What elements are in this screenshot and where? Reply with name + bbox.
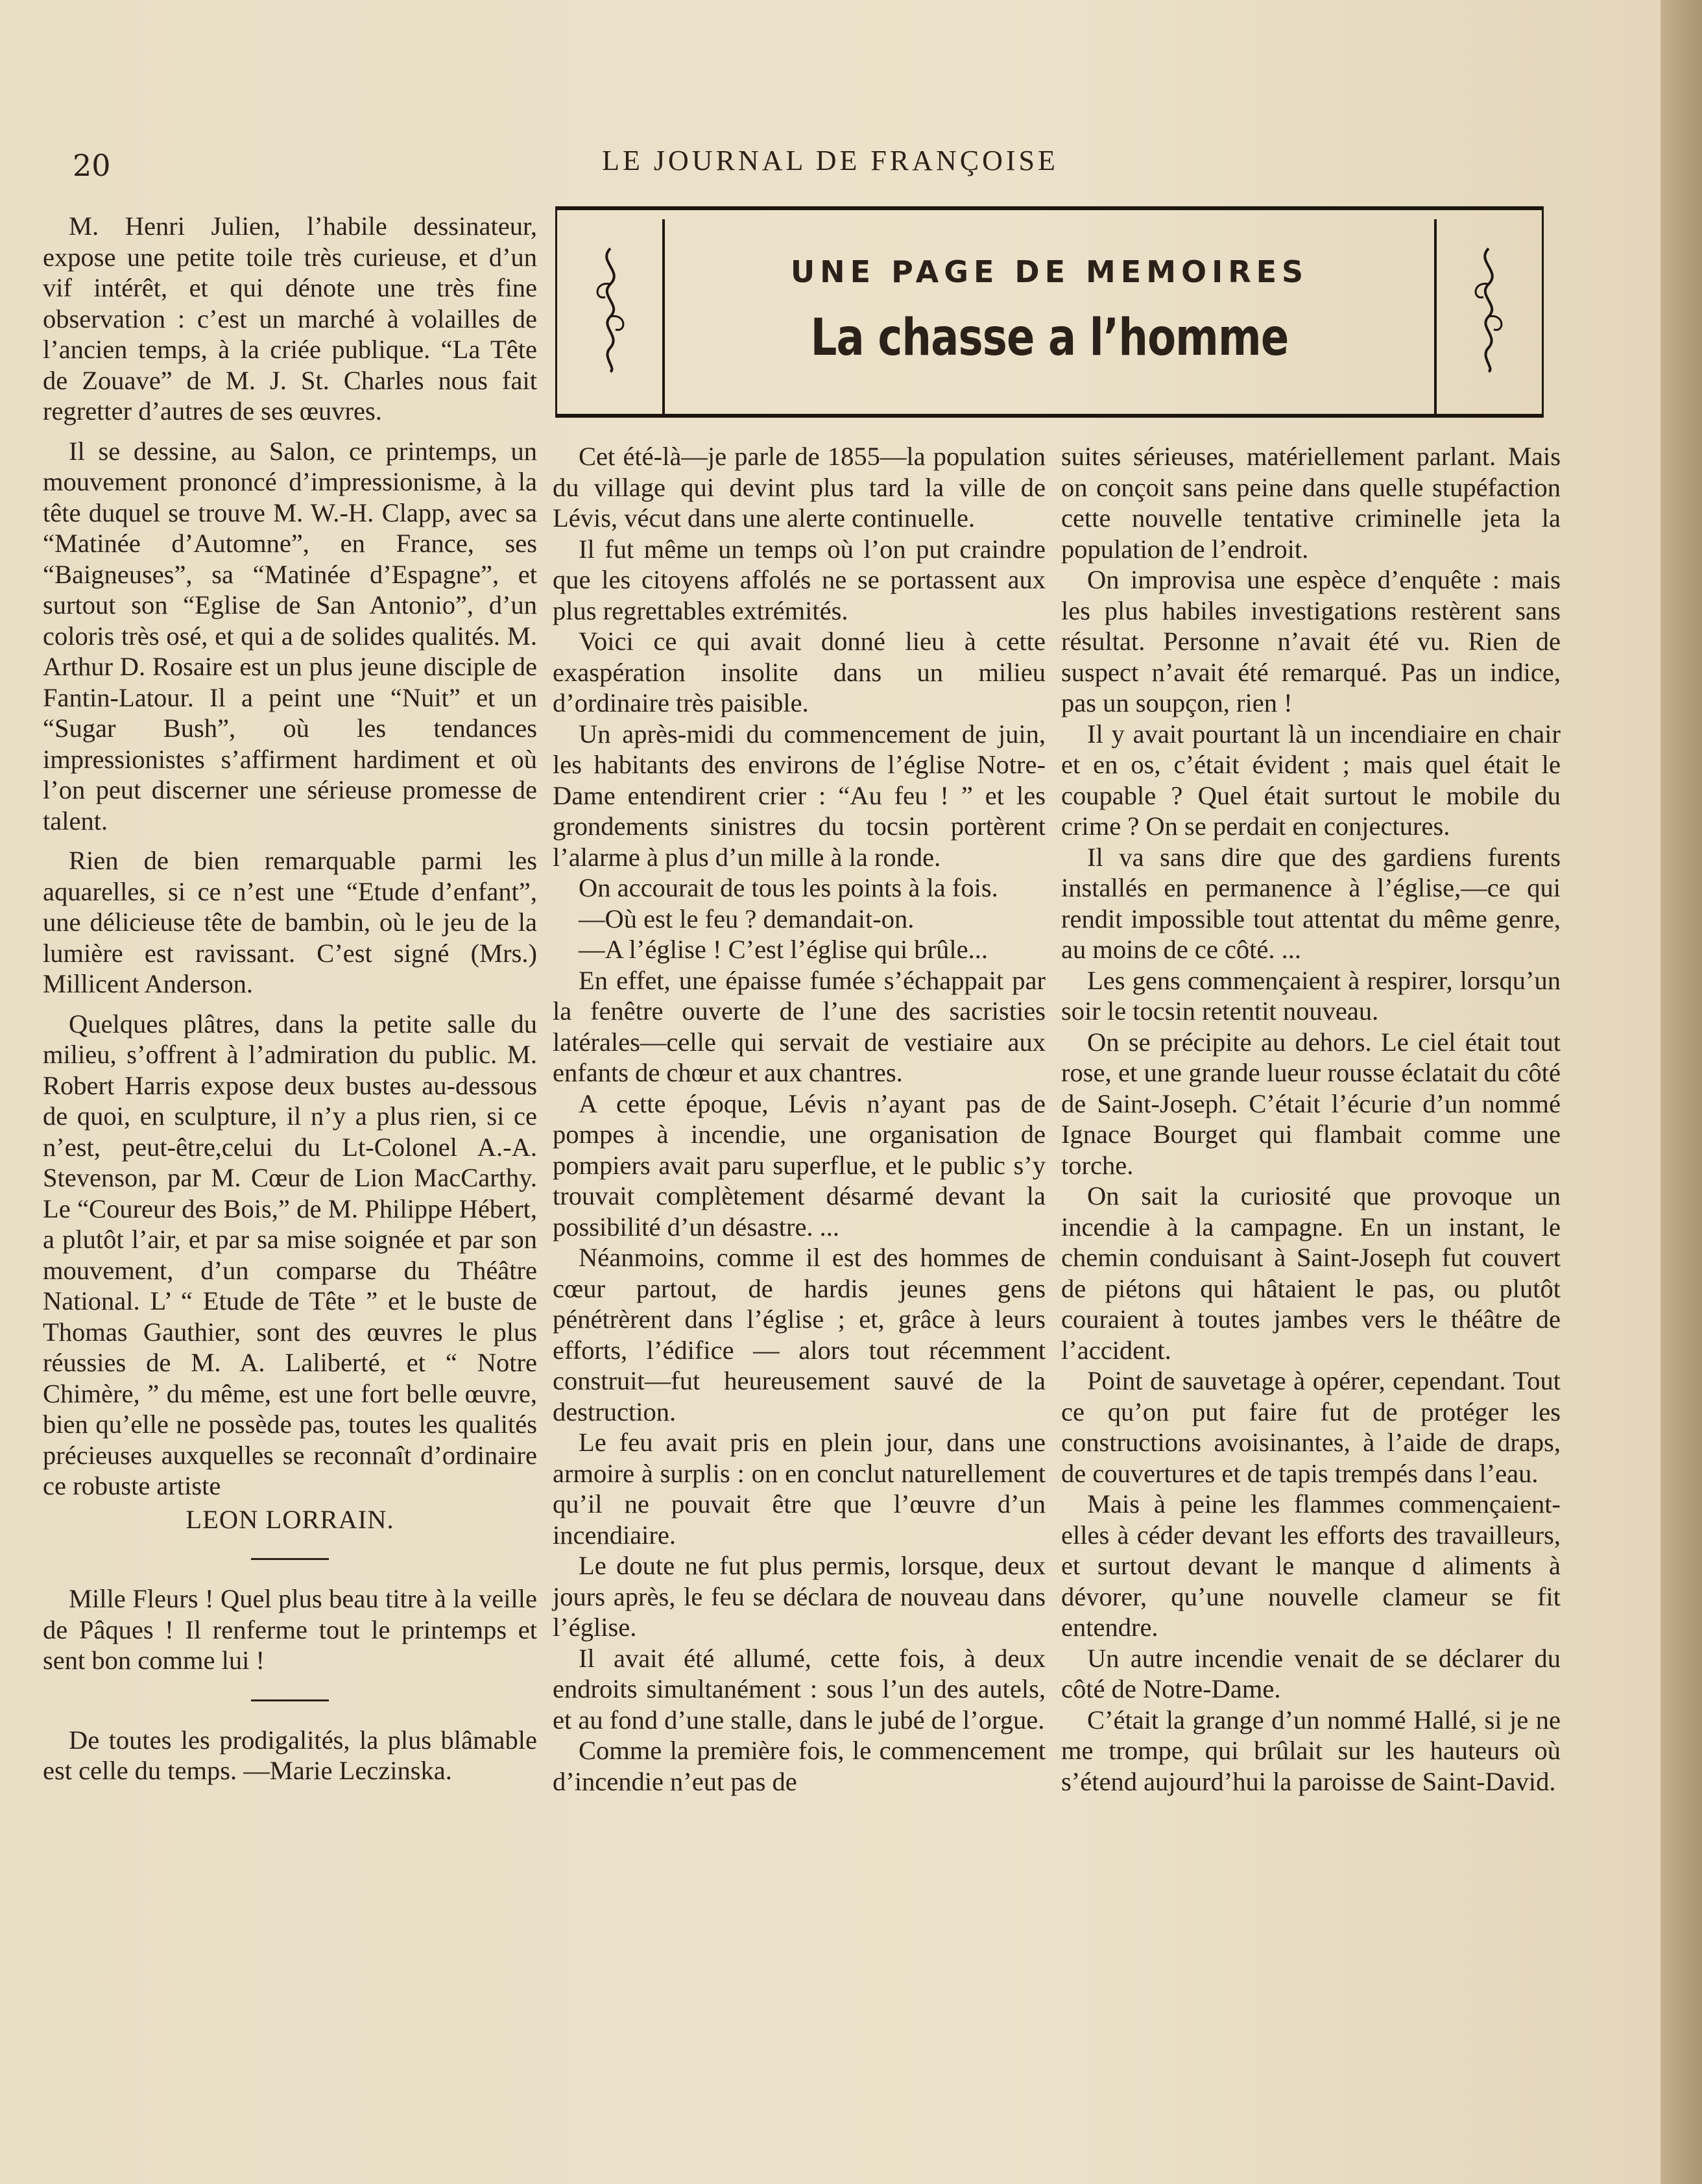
quote: Mille Fleurs ! Quel plus beau titre à la veille de Pâques ! Il renferme tout le printemps et sent bon comme lui ! xyxy=(43,1584,537,1675)
paragraph: Cet été-là—je parle de 1855—la population du village qui devint plus tard la ville de Lévis, vécut dans une alerte continuelle. xyxy=(553,442,1046,533)
paragraph: Rien de bien remarquable parmi les aquarelles, si ce n’est une “Etude d’enfant”, une délicieuse tête de bambin, où le jeu de la lumière est ravissant. C’est signé (Mrs.) Millicent Anderson. xyxy=(43,846,537,998)
paragraph: Il va sans dire que des gardiens furents installés en permanence à l’église,—ce qui rendit impossible tout attentat du même genre, au moins de ce côté. ... xyxy=(1061,842,1561,964)
title-panel xyxy=(662,219,1437,414)
paragraph: Voici ce qui avait donné lieu à cette exaspération insolite dans un milieu d’ordinaire très paisible. xyxy=(553,627,1046,717)
scroll-ornament-icon xyxy=(591,245,630,375)
journal-title: LE JOURNAL DE FRANÇOISE xyxy=(602,145,1059,176)
paragraph: En effet, une épaisse fumée s’échappait par la fenêtre ouverte de l’une des sacristies latérales—celle qui servait de vestiaire aux enfants de chœur et aux chantres. xyxy=(553,965,1046,1087)
paragraph: Un autre incendie venait de se déclarer du côté de Notre-Dame. xyxy=(1061,1643,1561,1703)
paragraph: Un après-midi du commencement de juin, les habitants des environs de l’église Notre-Dame entendirent crier : “Au feu ! ” et les grondements sinistres du tocsin portèrent l’alarme à plus d’un mille à la ronde. xyxy=(553,719,1046,872)
paragraph: suites sérieuses, matériellement parlant. Mais on conçoit sans peine dans quelle stupéfaction cette nouvelle tentative criminelle jeta la population de l’endroit. xyxy=(1061,442,1561,564)
paragraph: Il y avait pourtant là un incendiaire en chair et en os, c’était évident ; mais quel était le coupable ? Quel était surtout le mobile du crime ? On se perdait en conjectures. xyxy=(1061,719,1561,841)
author-signature: LEON LORRAIN. xyxy=(186,1504,394,1534)
divider xyxy=(251,1699,329,1701)
page-number: 20 xyxy=(73,148,111,183)
paragraph: Les gens commençaient à respirer, lorsqu’un soir le tocsin retentit nouveau. xyxy=(1061,965,1561,1026)
column-left xyxy=(43,211,537,1786)
article-title-box xyxy=(555,206,1544,418)
paragraph: —A l’église ! C’est l’église qui brûle... xyxy=(579,935,988,964)
paragraph: —Où est le feu ? demandait-on. xyxy=(579,904,915,933)
article-title: La chasse a l’homme xyxy=(810,309,1289,367)
paragraph: Il avait été allumé, cette fois, à deux endroits simultanément : sous l’un des autels, et au fond d’une stalle, dans le jubé de l’orgue. xyxy=(553,1643,1046,1734)
paragraph: On se précipite au dehors. Le ciel était tout rose, et une grande lueur rousse éclatait du côté de Saint-Joseph. C’était l’écurie d’un nommé Ignace Bourget qui flambait comme une torche. xyxy=(1061,1027,1561,1180)
paragraph: On accourait de tous les points à la fois. xyxy=(579,873,998,902)
paragraph: Le doute ne fut plus permis, lorsque, deux jours après, le feu se déclara de nouveau dans l’église. xyxy=(553,1551,1046,1642)
paragraph: Néanmoins, comme il est des hommes de cœur partout, de hardis jeunes gens pénétrèrent dans l’église ; et, grâce à leurs efforts, l’édifice — alors tout récemment construit—fut heureusement sauvé de la destruction. xyxy=(553,1243,1046,1426)
paragraph: On sait la curiosité que provoque un incendie à la campagne. En un instant, le chemin conduisant à Saint-Joseph fut couvert de piétons qui hâtaient le pas, ou plutôt couraient à toutes jambes vers le théâtre de l’accident. xyxy=(1061,1181,1561,1365)
paragraph: On improvisa une espèce d’enquête : mais les plus habiles investigations restèrent sans résultat. Personne n’avait été vu. Rien de suspect n’avait été remarqué. Pas un indice, pas un soupçon, rien ! xyxy=(1061,565,1561,717)
paragraph: Mais à peine les flammes commençaient-elles à céder devant les efforts des travailleurs, et surtout devant le manque d aliments à dévorer, qu’une nouvelle clameur se fit entendre. xyxy=(1061,1489,1561,1642)
paragraph: Point de sauvetage à opérer, cependant. Tout ce qu’on put faire fut de protéger les constructions avoisinantes, à l’aide de draps, de couvertures et de tapis trempés dans l’eau. xyxy=(1061,1366,1561,1488)
paragraph: Le feu avait pris en plein jour, dans une armoire à surplis : on en conclut naturellement qu’il ne pouvait être que l’œuvre d’un incendiaire. xyxy=(553,1428,1046,1550)
paragraph: Il fut même un temps où l’on put craindre que les citoyens affolés ne se portassent aux plus regrettables extrémités. xyxy=(553,534,1046,625)
scroll-ornament-icon xyxy=(1469,245,1508,375)
quote: De toutes les prodigalités, la plus blâmable est celle du temps. —Marie Leczinska. xyxy=(43,1725,537,1785)
paragraph: C’était la grange d’un nommé Hallé, si je ne me trompe, qui brûlait sur les hauteurs où s’étend aujourd’hui la paroisse de Saint-David. xyxy=(1061,1705,1561,1796)
paragraph: M. Henri Julien, l’habile dessinateur, expose une petite toile très curieuse, et d’un vif intérêt, et qui dénote une très fine observation : c’est un marché à volailles de l’ancien temps, à la criée publique. “La Tête de Zouave” de M. J. St. Charles nous fait regretter d’autres de ses œuvres. xyxy=(43,211,537,426)
paragraph: A cette époque, Lévis n’ayant pas de pompes à incendie, une organisation de pompiers avait paru superflue, et le public s’y trouvait complètement désarmé devant la possibilité d’un désastre. ... xyxy=(553,1088,1046,1242)
divider xyxy=(251,1558,329,1560)
paragraph: Il se dessine, au Salon, ce printemps, un mouvement prononcé d’impressionisme, à la tête duquel se trouve M. W.-H. Clapp, avec sa “Matinée d’Automne”, en France, ses “Baigneuses”, sa “Matinée d’Espagne”, et surtout son “Eglise de San Antonio”, d’un coloris très osé, et qui a de solides qualités. M. Arthur D. Rosaire est un plus jeune disciple de Fantin-Latour. Il a peint une “Nuit” et un “Sugar Bush”, où les tendances impressionistes s’affirment hardiment et où l’on peut discerner une sérieuse promesse de talent. xyxy=(43,436,537,835)
paragraph: Quelques plâtres, dans la petite salle du milieu, s’offrent à l’admiration du public. M. Robert Harris expose deux bustes au-dessous de quoi, en sculpture, il n’y a plus rien, si ce n’est, peut-être,celui du Lt-Colonel A.-A. Stevenson, par M. Cœur de Lion MacCarthy. Le “Coureur des Bois,” de M. Philippe Hébert, a plutôt l’air, et par sa mise soignée et par son mouvement, d’un comparse du Théâtre National. L’ “ Etude de Tête ” et le buste de Thomas Gauthier, sont des œuvres le plus réussies de M. A. Laliberté, et “ Notre Chimère, ” du même, est une fort belle œuvre, bien qu’elle ne possède pas, toutes les qualités précieuses auxquelles se reconnaît d’ordinaire ce robuste artiste xyxy=(43,1009,537,1500)
column-right xyxy=(1061,441,1561,1797)
column-middle xyxy=(553,441,1046,1797)
running-header xyxy=(65,144,1596,189)
paragraph: Comme la première fois, le commencement d’incendie n’eut pas de xyxy=(553,1736,1046,1796)
article-kicker: UNE PAGE DE MEMOIRES xyxy=(790,254,1309,289)
page-edge xyxy=(1660,0,1702,2184)
